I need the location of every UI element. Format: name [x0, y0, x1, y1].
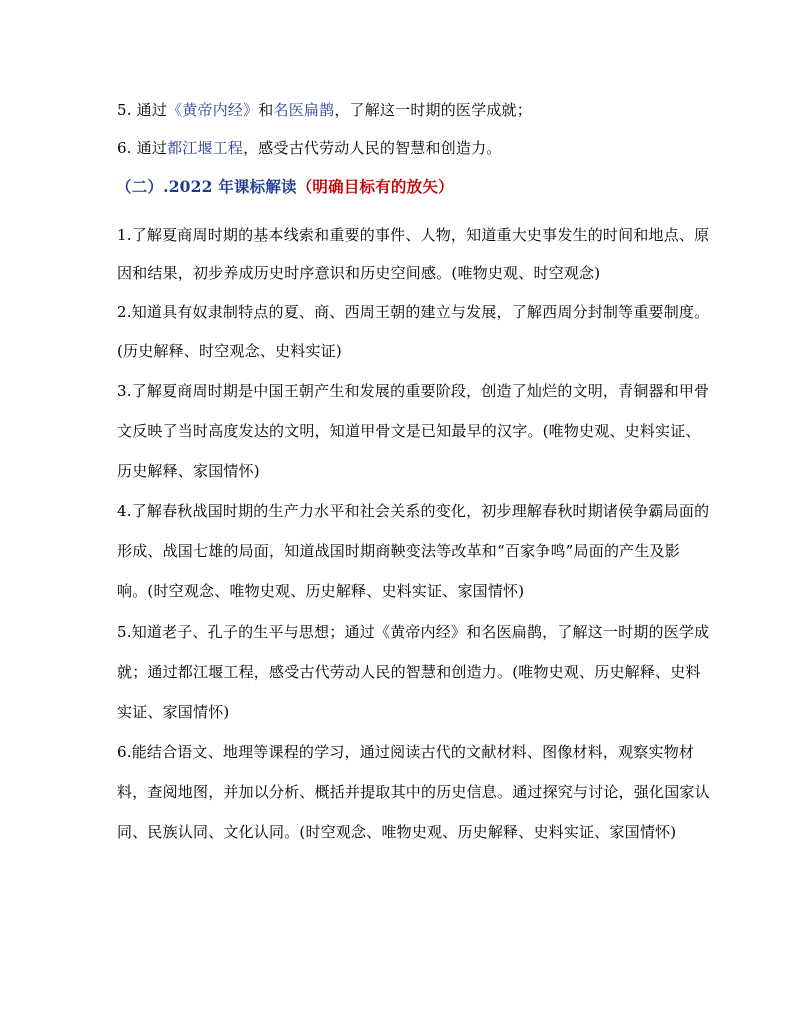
intro-item-5: [117, 100, 532, 120]
doctor-name-link: 名医扁鹊: [273, 101, 335, 119]
intro-item-5-and: 和: [258, 101, 274, 119]
paragraph-3-line-3: 历史解释、家国情怀): [117, 462, 260, 480]
book-title-link: 《黄帝内经》: [167, 101, 259, 119]
paragraph-4-line-2: 形成、战国七雄的局面，知道战国时期商鞅变法等改革和“百家争鸣”局面的产生及影: [117, 542, 680, 560]
paragraph-2-line-1: 2.知道具有奴隶制特点的夏、商、西周王朝的建立与发展，了解西周分封制等重要制度。: [117, 303, 710, 321]
paragraph-2-line-2: (历史解释、时空观念、史料实证): [117, 342, 342, 360]
paragraph-1-line-1: 1.了解夏商周时期的基本线索和重要的事件、人物，知道重大史事发生的时间和地点、原: [117, 226, 710, 244]
intro-item-6-prefix: 6. 通过: [117, 139, 168, 157]
intro-item-6-suffix: ，感受古代劳动人民的智慧和创造力。: [243, 139, 502, 157]
paragraph-3-line-2: 文反映了当时高度发达的文明，知道甲骨文是已知最早的汉字。(唯物史观、史料实证、: [117, 422, 701, 440]
paragraph-6-line-1: 6.能结合语文、地理等课程的学习，通过阅读古代的文献材料、图像材料，观察实物材: [117, 743, 695, 761]
intro-item-6: [117, 138, 502, 158]
paragraph-5-line-3: 实证、家国情怀): [117, 703, 230, 721]
paragraph-1-line-2: 因和结果，初步养成历史时序意识和历史空间感。(唯物史观、时空观念): [117, 264, 601, 282]
paragraph-5-line-2: 就；通过都江堰工程，感受古代劳动人民的智慧和创造力。(唯物史观、历史解释、史料: [117, 663, 701, 681]
intro-item-5-suffix: ，了解这一时期的医学成就；: [334, 101, 532, 119]
paragraph-6-line-2: 料，查阅地图，并加以分析、概括并提取其中的历史信息。通过探究与讨论，强化国家认: [117, 783, 710, 801]
section-heading-title: （二）.2022 年课标解读: [116, 177, 297, 196]
project-name-link: 都江堰工程: [167, 139, 244, 157]
paragraph-3-line-1: 3.了解夏商周时期是中国王朝产生和发展的重要阶段，创造了灿烂的文明，青铜器和甲骨: [117, 382, 710, 400]
paragraph-6-line-3: 同、民族认同、文化认同。(时空观念、唯物史观、历史解释、史料实证、家国情怀): [117, 823, 677, 841]
section-heading: [116, 177, 454, 197]
paragraph-4-line-1: 4.了解春秋战国时期的生产力水平和社会关系的变化，初步理解春秋时期诸侯争霸局面的: [117, 502, 710, 520]
paragraph-5-line-1: 5.知道老子、孔子的生平与思想；通过《黄帝内经》和名医扁鹊，了解这一时期的医学成: [117, 623, 710, 641]
intro-item-5-prefix: 5. 通过: [117, 101, 168, 119]
paragraph-4-line-3: 响。(时空观念、唯物史观、历史解释、史料实证、家国情怀): [117, 582, 525, 600]
section-heading-note: （明确目标有的放矢）: [296, 177, 454, 196]
